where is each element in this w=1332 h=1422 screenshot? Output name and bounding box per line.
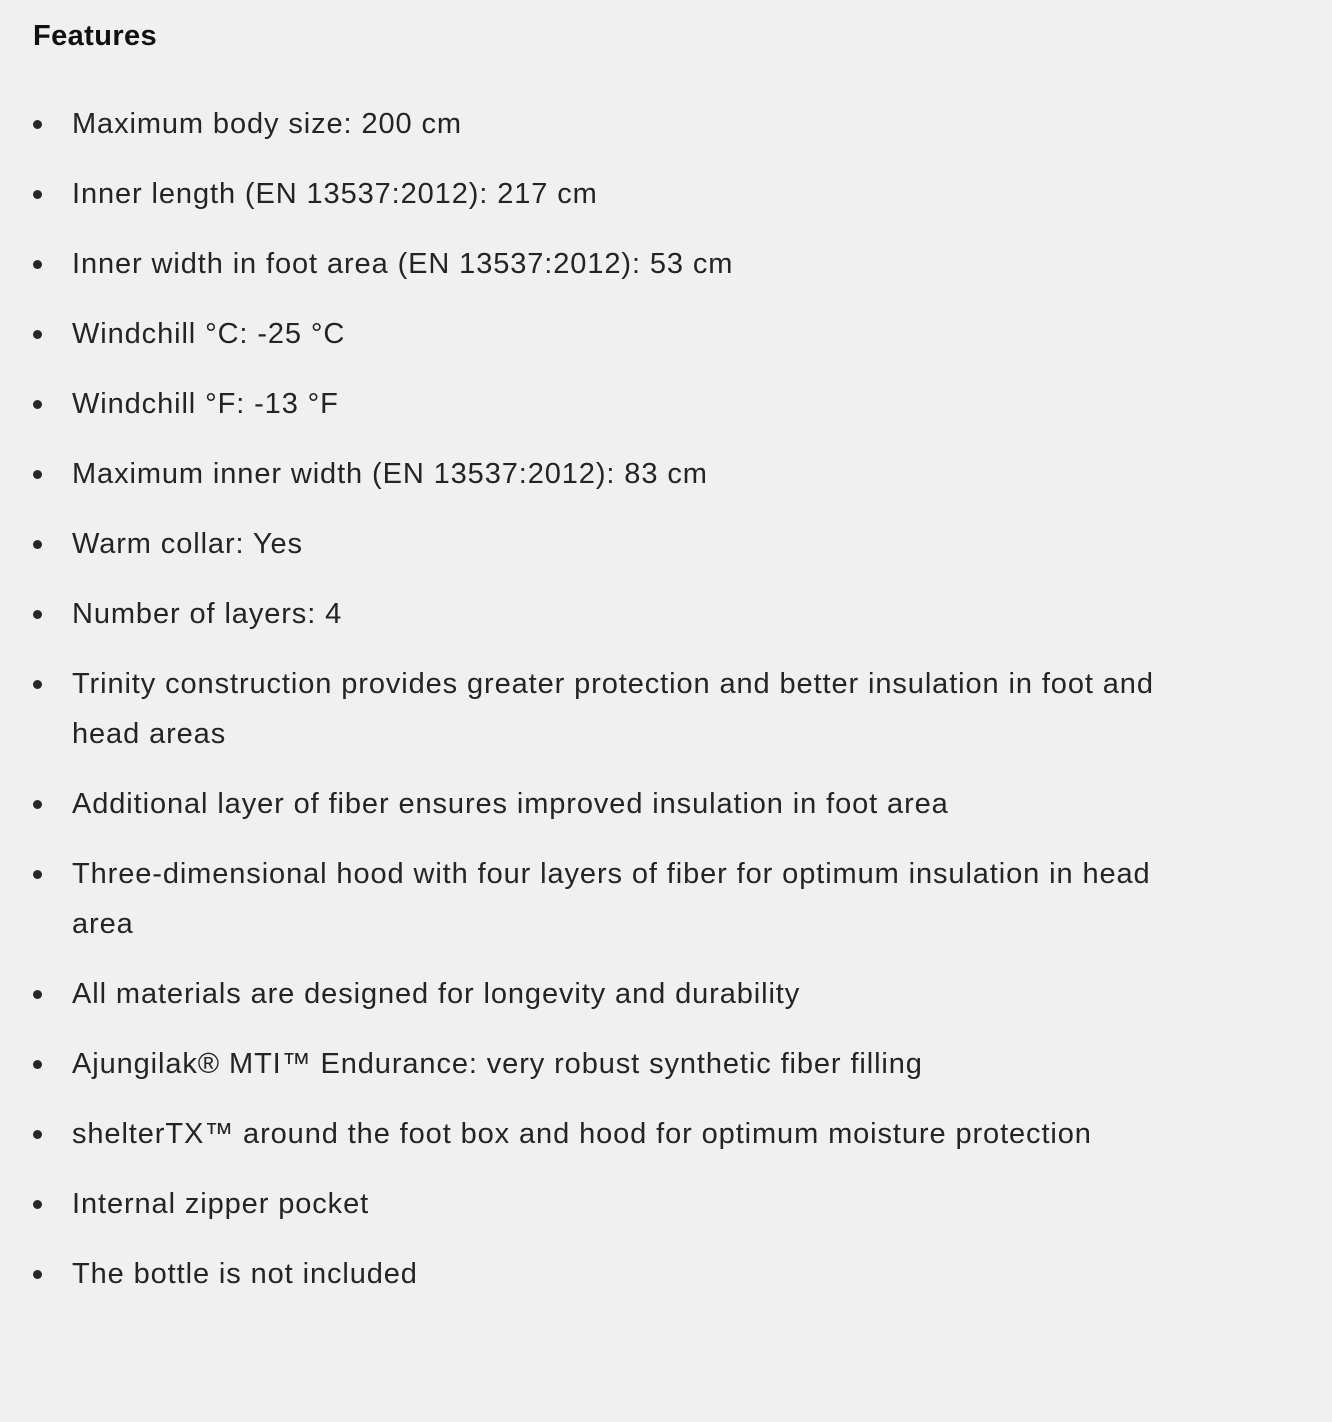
feature-item-body-size [33, 99, 1203, 149]
features-heading: Features [33, 20, 158, 52]
feature-text: Inner width in foot area (EN 13537:2012): 53 cm [72, 248, 734, 280]
feature-item-max-inner-width [33, 449, 1203, 499]
feature-text: Warm collar: Yes [72, 528, 303, 560]
feature-text: All materials are designed for longevity and durability [72, 978, 801, 1010]
feature-text: Ajungilak® MTI™ Endurance: very robust synthetic fiber filling [72, 1048, 923, 1080]
feature-item-inner-length [33, 169, 1203, 219]
feature-text: Internal zipper pocket [72, 1188, 370, 1220]
bullet-icon [33, 779, 72, 829]
feature-item-bottle [33, 1249, 1203, 1299]
feature-text: Maximum body size: 200 cm [72, 108, 462, 140]
bullet-icon [33, 969, 72, 1019]
bullet-icon [33, 849, 72, 899]
bullet-icon [33, 1179, 72, 1229]
feature-item-filling [33, 1039, 1203, 1089]
bullet-icon [33, 1249, 72, 1299]
feature-text: Maximum inner width (EN 13537:2012): 83 cm [72, 458, 708, 490]
feature-text: shelterTX™ around the foot box and hood for optimum moisture protection [72, 1118, 1092, 1150]
feature-item-layers [33, 589, 1203, 639]
bullet-icon [33, 659, 72, 709]
feature-item-trinity-construction [33, 659, 1203, 759]
feature-text: Trinity construction provides greater protection and better insulation in foot and head areas [72, 668, 1154, 750]
feature-item-windchill-c [33, 309, 1203, 359]
feature-text: Windchill °C: -25 °C [72, 318, 346, 350]
feature-item-hood [33, 849, 1203, 949]
feature-item-sheltertx [33, 1109, 1203, 1159]
bullet-icon [33, 169, 72, 219]
feature-item-foot-width [33, 239, 1203, 289]
feature-text: Three-dimensional hood with four layers of fiber for optimum insulation in head area [72, 858, 1151, 940]
bullet-icon [33, 1039, 72, 1089]
feature-text: Inner length (EN 13537:2012): 217 cm [72, 178, 598, 210]
feature-item-additional-layer [33, 779, 1203, 829]
bullet-icon [33, 589, 72, 639]
bullet-icon [33, 379, 72, 429]
bullet-icon [33, 519, 72, 569]
bullet-icon [33, 239, 72, 289]
bullet-icon [33, 449, 72, 499]
feature-text: Windchill °F: -13 °F [72, 388, 339, 420]
feature-item-windchill-f [33, 379, 1203, 429]
feature-text: Number of layers: 4 [72, 598, 343, 630]
feature-item-zipper-pocket [33, 1179, 1203, 1229]
bullet-icon [33, 309, 72, 359]
feature-item-warm-collar [33, 519, 1203, 569]
features-list [33, 99, 1203, 1299]
bullet-icon [33, 1109, 72, 1159]
feature-text: The bottle is not included [72, 1258, 418, 1290]
bullet-icon [33, 99, 72, 149]
feature-item-materials [33, 969, 1203, 1019]
feature-text: Additional layer of fiber ensures improved insulation in foot area [72, 788, 949, 820]
